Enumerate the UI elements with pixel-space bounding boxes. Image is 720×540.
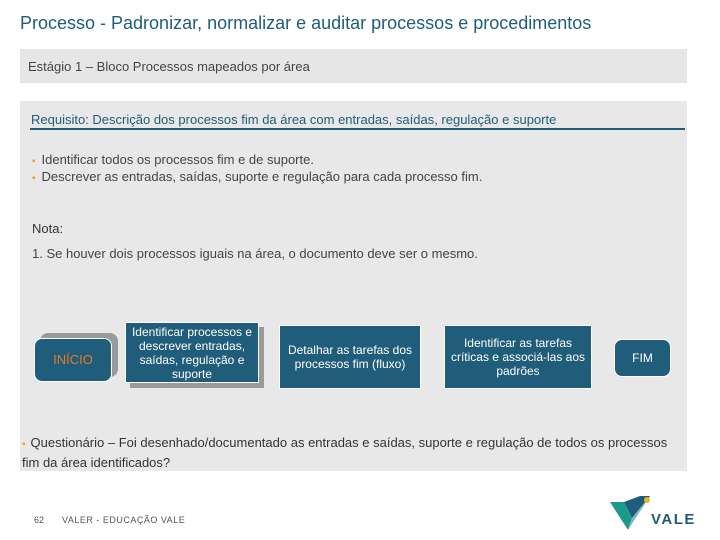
- bullet-icon: ▪: [22, 439, 26, 450]
- questionnaire: [22, 434, 687, 472]
- stage-banner: [20, 49, 687, 83]
- flow-end: FIM: [614, 339, 671, 377]
- bullet-icon: ▪: [32, 156, 36, 167]
- vale-logo-icon: [610, 496, 654, 532]
- note-title: Nota:: [32, 221, 64, 236]
- list-item: [32, 152, 482, 169]
- requirement-divider: [30, 128, 685, 130]
- flow-step-critical: Identificar as tarefas críticas e associá-las aos padrões: [444, 325, 592, 389]
- flow-step-identify: Identificar processos e descrever entradas, saídas, regulação e suporte: [125, 322, 259, 383]
- page-title: Processo - Padronizar, normalizar e auditar processos e procedimentos: [20, 13, 592, 33]
- flow-start: INÍCIO: [34, 338, 112, 382]
- question-text: Questionário – Foi desenhado/documentado as entradas e saídas, suporte e regulação de todos os processos fim da área identificados?: [22, 435, 668, 470]
- requirement-title: Requisito: Descrição dos processos fim da área com entradas, saídas, regulação e suporte: [31, 112, 557, 127]
- flow-step-detail: Detalhar as tarefas dos processos fim (fluxo): [279, 325, 421, 389]
- bullet-text: Identificar todos os processos fim e de suporte.: [41, 152, 314, 167]
- requirement-bullets: [32, 152, 482, 186]
- page-number: 62: [34, 515, 45, 525]
- list-item: [32, 169, 482, 186]
- bullet-text: Descrever as entradas, saídas, suporte e regulação para cada processo fim.: [41, 169, 483, 184]
- note-text: 1. Se houver dois processos iguais na área, o documento deve ser o mesmo.: [32, 246, 478, 261]
- bullet-icon: ▪: [32, 173, 36, 184]
- stage-text: Estágio 1 – Bloco Processos mapeados por área: [28, 59, 310, 74]
- footer-label: VALER - EDUCAÇÃO VALE: [62, 515, 186, 525]
- logo-text: VALE: [651, 511, 696, 528]
- requirement-panel: [20, 101, 687, 471]
